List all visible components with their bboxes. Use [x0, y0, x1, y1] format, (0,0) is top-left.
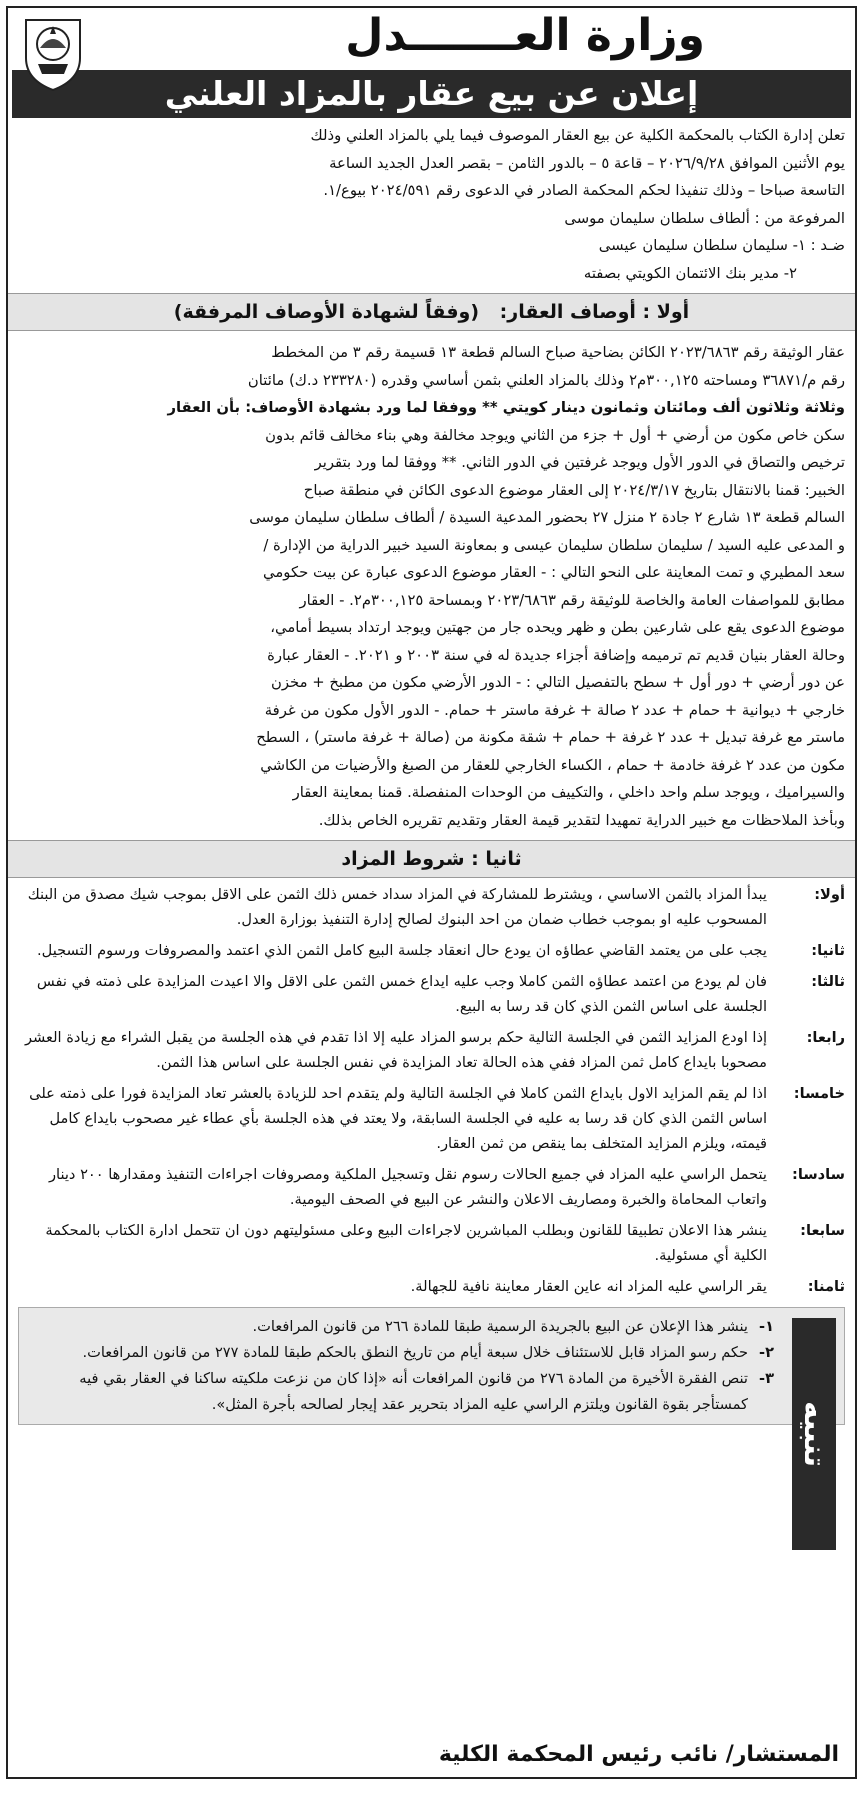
section-subtitle: (وفقاً لشهادة الأوصاف المرفقة) — [173, 301, 480, 323]
note-number: ١- — [759, 1318, 774, 1335]
note-text: حكم رسو المزاد قابل للاستئناف خلال سبعة أيام من تاريخ النطق بالحكم طبقا للمادة ٢٧٧ من قانون المرافعات. — [82, 1344, 748, 1361]
condition-text: ينشر هذا الاعلان تطبيقا للقانون وبطلب المباشرين لاجراءات البيع وعلى مسئوليتهم دون ان تتحمل ادارة الكتاب بالمحكمة الكلية أي مسئولية. — [45, 1222, 767, 1264]
description-line: عقار الوثيقة رقم ٢٠٢٣/٦٨٦٣ الكائن بضاحية صباح السالم قطعة ١٣ قسيمة رقم ٣ من المخطط — [271, 344, 845, 361]
condition-item — [8, 882, 855, 932]
note-item — [29, 1340, 774, 1366]
section-property-description — [8, 293, 855, 331]
condition-text: يتحمل الراسي عليه المزاد في جميع الحالات رسوم نقل وتسجيل الملكية ومصروفات اجراءات التنفيذ ومقدارها ٢٠٠ دينار واتعاب المحاماة والخبرة ومصاريف الاعلان والنشر عن البيع في الصحف اليومية. — [48, 1166, 767, 1208]
description-line: والسيراميك ، ويوجد سلم واحد داخلي ، والتكييف من الوحدات المنفصلة. قمنا بمعاينة العقار — [292, 784, 845, 801]
notes-label: تنبيه — [792, 1318, 836, 1550]
intro-block — [8, 118, 855, 289]
description-line: الخبير: قمنا بالانتقال بتاريخ ٢٠٢٤/٣/١٧ إلى العقار موضوع الدعوى الكائن في منطقة صباح — [303, 481, 845, 499]
condition-label: سابعا: — [800, 1222, 845, 1239]
description-line: ماستر مع غرفة تبديل + عدد ٢ غرفة + حمام + شقة مكونة من (صالة + غرفة ماستر) ، السطح — [256, 729, 845, 746]
kuwait-emblem-icon — [20, 14, 86, 94]
condition-label: سادسا: — [792, 1166, 845, 1183]
note-number: ٣- — [759, 1370, 774, 1387]
condition-text: إذا اودع المزايد الثمن في الجلسة التالية حكم برسو المزاد عليه إلا اذا تقدم في هذه الجلسة من يقبل الشراء مع زيادة العشر مصحوبا بايداع كامل ثمن المزاد ففي هذه الحالة تعاد المزايدة في نفس الجلسة على اساس هذا الثمن. — [24, 1029, 767, 1071]
description-line: ترخيص والتصاق في الدور الأول ويوجد غرفتين في الدور الثاني. ** ووفقا لما ورد بتقرير — [314, 454, 845, 471]
condition-item — [8, 938, 855, 963]
condition-label: ثامنا: — [807, 1278, 845, 1295]
defendant-line: ٢- مدير بنك الائتمان الكويتي بصفته — [583, 264, 797, 282]
plaintiff-line: المرفوعة من : ألطاف سلطان سليمان موسى — [564, 209, 845, 227]
description-line: رقم م/٣٦٨٧١ ومساحته ٣٠٠,١٢٥م٢ وذلك بالمزاد العلني بثمن أساسي وقدره (٢٣٣٢٨٠ د.ك) مائتان — [247, 371, 845, 389]
intro-line: يوم الأثنين الموافق ٢٠٢٦/٩/٢٨ – قاعة ٥ – بالدور الثامن – بقصر العدل الجديد الساعة — [329, 154, 845, 172]
note-text: تنص الفقرة الأخيرة من المادة ٢٧٦ من قانون المرافعات أنه «إذا كان من نزعت ملكيته ساكنا في العقار بقي فيه كمستأجر بقوة القانون ويلتزم الراسي عليه المزاد بتحرير عقد إيجار لصالحه بأجرة المثل». — [79, 1370, 748, 1413]
condition-text: فان لم يودع من اعتمد عطاؤه الثمن كاملا وجب عليه ايداع خمس الثمن على الاقل والا اعيدت المزايدة على ذمته في نفس الجلسة على اساس الثمن الذي كان قد رسا به البيع. — [36, 973, 767, 1015]
condition-item — [8, 1274, 855, 1299]
description-line: وثلاثة وثلاثون ألف ومائتان وثمانون دينار كويتي ** ووفقا لما ورد بشهادة الأوصاف: بأن العقار — [167, 399, 845, 416]
description-line: وحالة العقار بنيان قديم تم ترميمه وإضافة أجزاء جديدة له في سنة ٢٠٠٣ و ٢٠٢١. - العقار عبارة — [267, 646, 845, 664]
signature: المستشار/ نائب رئيس المحكمة الكلية — [438, 1742, 839, 1767]
intro-line: تعلن إدارة الكتاب بالمحكمة الكلية عن بيع العقار الموصوف فيما يلي بالمزاد العلني وذلك — [310, 127, 845, 144]
condition-text: يقر الراسي عليه المزاد انه عاين العقار معاينة نافية للجهالة. — [410, 1278, 767, 1295]
note-item — [29, 1366, 774, 1418]
description-line: السالم قطعة ١٣ شارع ٢ جادة ٢ منزل ٢٧ بحضور المدعية السيدة / ألطاف سلطان سليمان موسى — [249, 509, 845, 526]
condition-label: خامسا: — [793, 1085, 845, 1102]
conditions-list — [8, 882, 855, 1299]
condition-label: رابعا: — [806, 1029, 845, 1046]
condition-text: يجب على من يعتمد القاضي عطاؤه ان يودع حال انعقاد جلسة البيع كامل الثمن الذي اعتمد والمصروفات ورسوم التسجيل. — [37, 942, 767, 959]
auction-notice — [6, 6, 857, 1779]
description-line: سعد المطيري و تمت المعاينة على النحو التالي : - العقار موضوع الدعوى عبارة عن بيت حكومي — [263, 564, 845, 581]
description-line: خارجي + ديوانية + حمام + عدد ٢ صالة + غرفة ماستر + حمام. - الدور الأول مكون من غرفة — [264, 701, 845, 719]
description-line: مكون من عدد ٢ غرفة خادمة + حمام ، الكساء الخارجي للعقار من الصبغ والأرضيات من الكاشي — [260, 756, 845, 774]
description-line: و المدعى عليه السيد / سليمان سلطان سليمان عيسى و بمعاونة السيد خبير الدراية من الإدارة / — [263, 536, 845, 554]
property-description — [8, 335, 855, 836]
condition-item — [8, 1025, 855, 1075]
note-number: ٢- — [759, 1344, 774, 1361]
condition-text: اذا لم يقم المزايد الاول بايداع الثمن كاملا في الجلسة التالية ولم يتقدم احد للزيادة بالعشر تعاد المزايدة فورا على ذمته على اساس الثمن الذي كان قد رسا به عليه في الجلسة السابقة، ولا يعتد في هذه الجلسة بأي عطاء غير مصحوب بايداع كامل قيمته، ويلزم المزايد المتخلف بما ينقص من ثمن العقار. — [29, 1085, 767, 1152]
condition-label: ثانيا: — [811, 942, 845, 959]
section-lead: أولا : أوصاف العقار: — [499, 301, 690, 323]
condition-item — [8, 1218, 855, 1268]
description-line: مطابق للمواصفات العامة والخاصة للوثيقة رقم ٢٠٢٣/٦٨٦٣ وبمساحة ٣٠٠,١٢٥م٢. - العقار — [299, 591, 845, 609]
header — [8, 8, 855, 70]
section-auction-conditions: ثانيا : شروط المزاد — [8, 840, 855, 878]
description-line: موضوع الدعوى يقع على شارعين بطن و ظهر ويحده جار من جهتين ويوجد ارتداد بسيط أمامي، — [270, 619, 845, 636]
description-line: عن دور أرضي + دور أول + سطح بالتفصيل التالي : - الدور الأرضي مكون من مطبخ + مخزن — [271, 674, 845, 691]
note-item — [29, 1314, 774, 1340]
description-line: سكن خاص مكون من أرضي + أول + جزء من الثاني ويوجد مخالفة وهي بناء مخالف قائم بدون — [265, 426, 845, 444]
condition-text: يبدأ المزاد بالثمن الاساسي ، ويشترط للمشاركة في المزاد سداد خمس ذلك الثمن على الاقل بموجب شيك مصدق من البنك المسحوب عليه او بموجب خطاب ضمان من احد البنوك لصالح إدارة التنفيذ بوزارة العدل. — [27, 886, 767, 928]
ministry-name: وزارة العـــــــدل — [345, 10, 705, 61]
description-line: وبأخذ الملاحظات مع خبير الدراية تمهيدا لتقدير قيمة العقار وتقديم تقريره الخاص بذلك. — [318, 811, 845, 829]
condition-item — [8, 969, 855, 1019]
notice-title: إعلان عن بيع عقار بالمزاد العلني — [12, 70, 851, 118]
notes-box — [18, 1307, 845, 1468]
condition-label: ثالثا: — [811, 973, 845, 990]
intro-line: التاسعة صباحا – وذلك تنفيذا لحكم المحكمة الصادر في الدعوى رقم ٢٠٢٤/٥٩١ بيوع/١. — [323, 182, 845, 199]
defendant-line: ضـد : ١- سليمان سلطان سليمان عيسى — [598, 237, 845, 254]
note-text: ينشر هذا الإعلان عن البيع بالجريدة الرسمية طبقا للمادة ٢٦٦ من قانون المرافعات. — [252, 1318, 748, 1335]
condition-item — [8, 1081, 855, 1156]
condition-item — [8, 1162, 855, 1212]
condition-label: أولا: — [814, 886, 845, 903]
